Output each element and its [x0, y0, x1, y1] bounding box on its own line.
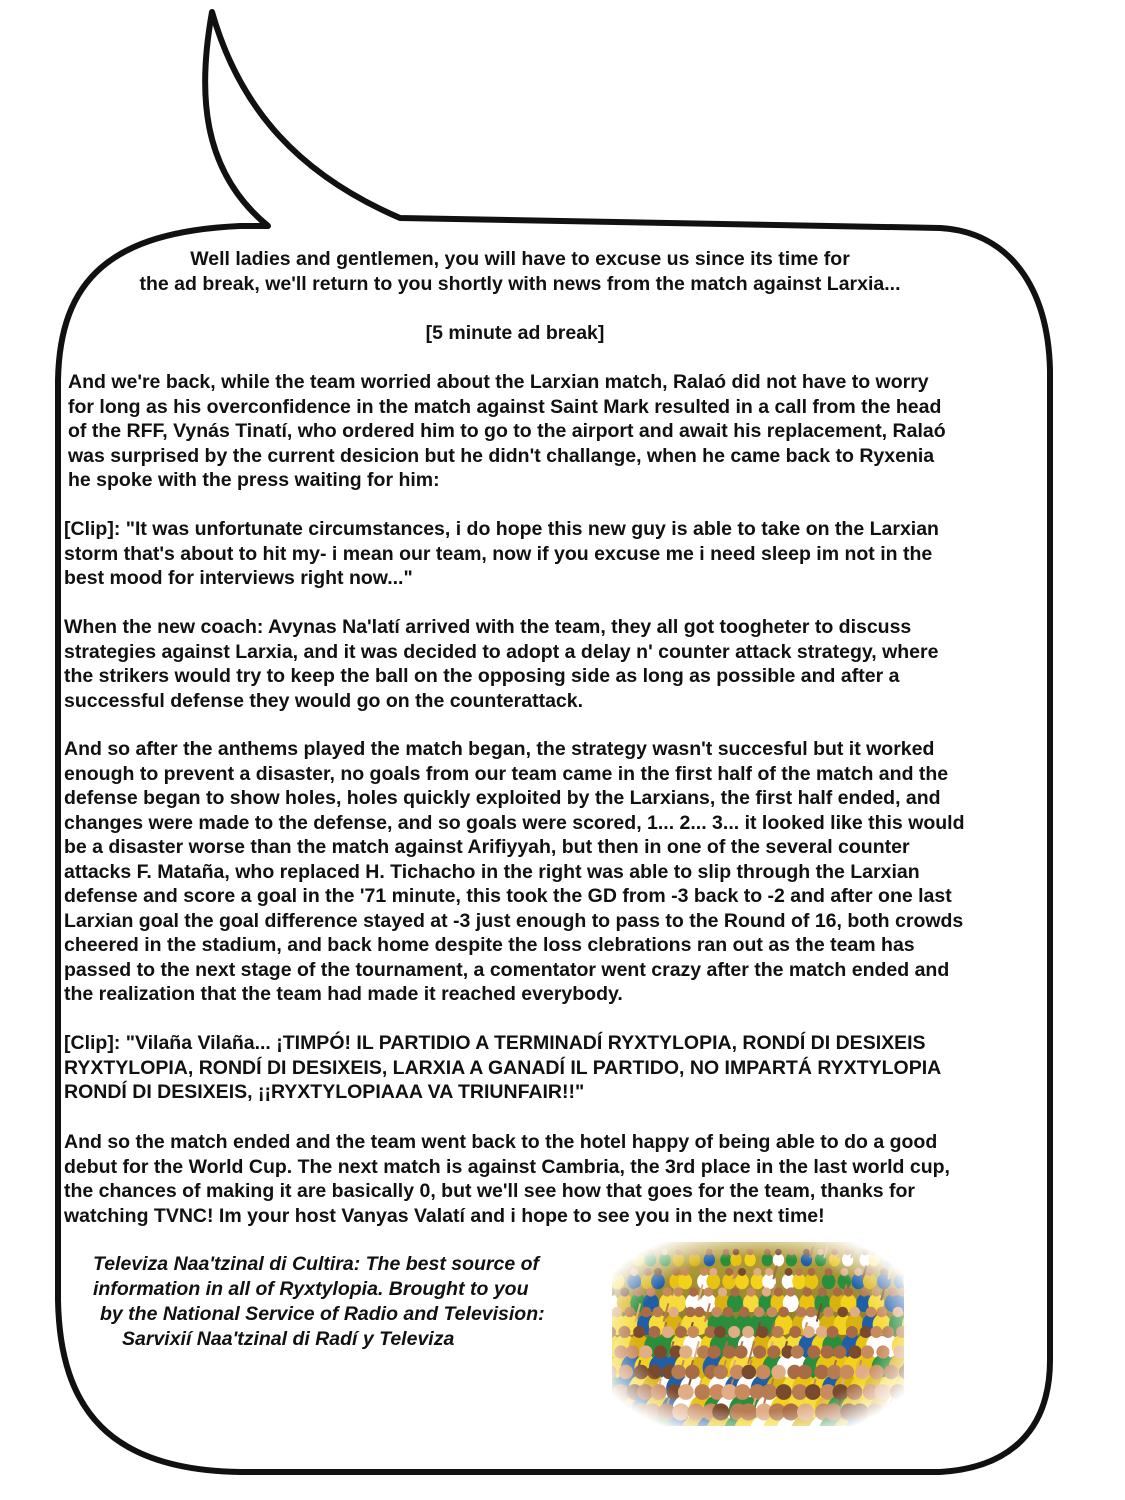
crowd-celebration-photo — [612, 1242, 904, 1426]
ad-break-label: [5 minute ad break] — [425, 322, 605, 344]
back-paragraph: And we're back, while the team worried about the Larxian match, Ralaó did not have to worry for long as his overconfidence in the match against Saint Mark resulted in a call from the head of the RFF, Vynás Tinatí, who ordered him to go to the airport and await his replacement, Ralaó was surprised by the current desicion but he didn't challange, when he came back to Ryxenia he spoke with the press waiting for him: — [68, 371, 946, 491]
coach-paragraph: When the new coach: Avynas Na'latí arrived with the team, they all got toogheter to discuss strategies against Larxia, and it was decided to adopt a delay n' counter attack strategy, where the strikers would try to keep the ball on the opposing side as long as possible and after a successful defense they would go on the counterattack. — [64, 616, 939, 712]
footer-line-3: by the National Service of Radio and Television: — [100, 1303, 545, 1325]
match-paragraph: And so after the anthems played the match began, the strategy wasn't succesful but it worked enough to prevent a disaster, no goals from our team came in the first half of the match and the defense began to show holes, holes quickly exploited by the Larxians, the first half ended, and changes were made to the defense, and so goals were scored, 1... 2... 3... it looked like this would be a disaster worse than the match against Arifiyyah, but then in one of the several counter attacks F. Mataña, who replaced H. Tichacho in the right was able to slip through the Larxian defense and score a goal in the '71 minute, this took the GD from -3 back to -2 and after one last Larxian goal the goal difference stayed at -3 just enough to pass to the Round of 16, both crowds cheered in the stadium, and back home despite the loss clebrations ran out as the team has passed to the next stage of the tournament, a comentator went crazy after the match ended and the realization that the team had made it reached everybody. — [64, 738, 965, 1005]
footer-line-2: information in all of Ryxtylopia. Brought to you — [93, 1278, 529, 1300]
ending-paragraph: And so the match ended and the team went back to the hotel happy of being able to do a good debut for the World Cup. The next match is against Cambria, the 3rd place in the last world cup, the chances of making it are basically 0, but we'll see how that goes for the team, thanks for watching TVNC! Im your host Vanyas Valatí and i hope to see you in the next time! — [64, 1131, 950, 1227]
intro-paragraph: Well ladies and gentlemen, you will have to excuse us since its time for the ad break, we'll return to you shortly with news from the match against Larxia... — [139, 248, 901, 295]
footer-line-1: Televiza Naa'tzinal di Cultira: The best source of — [93, 1253, 540, 1275]
footer-line-4: Sarvixií Naa'tzinal di Radí y Televiza — [122, 1328, 455, 1350]
clip-quote-1: [Clip]: "It was unfortunate circumstances, i do hope this new guy is able to take on the Larxian storm that's about to hit my- i mean our team, now if you excuse me i need sleep im not in the best mood for interviews right now..." — [64, 518, 939, 589]
clip-quote-2: [Clip]: "Vilaña Vilaña... ¡TIMPÓ! IL PARTIDIO A TERMINADÍ RYXTYLOPIA, RONDÍ DI DESIXEIS RYXTYLOPIA, RONDÍ DI DESIXEIS, LARXIA A GANADÍ IL PARTIDO, NO IMPARTÁ RYXTYLOPIA RONDÍ DI DESIXEIS, ¡¡RYXTYLOPIAAA VA TRIUNFAIR!!" — [64, 1032, 942, 1103]
